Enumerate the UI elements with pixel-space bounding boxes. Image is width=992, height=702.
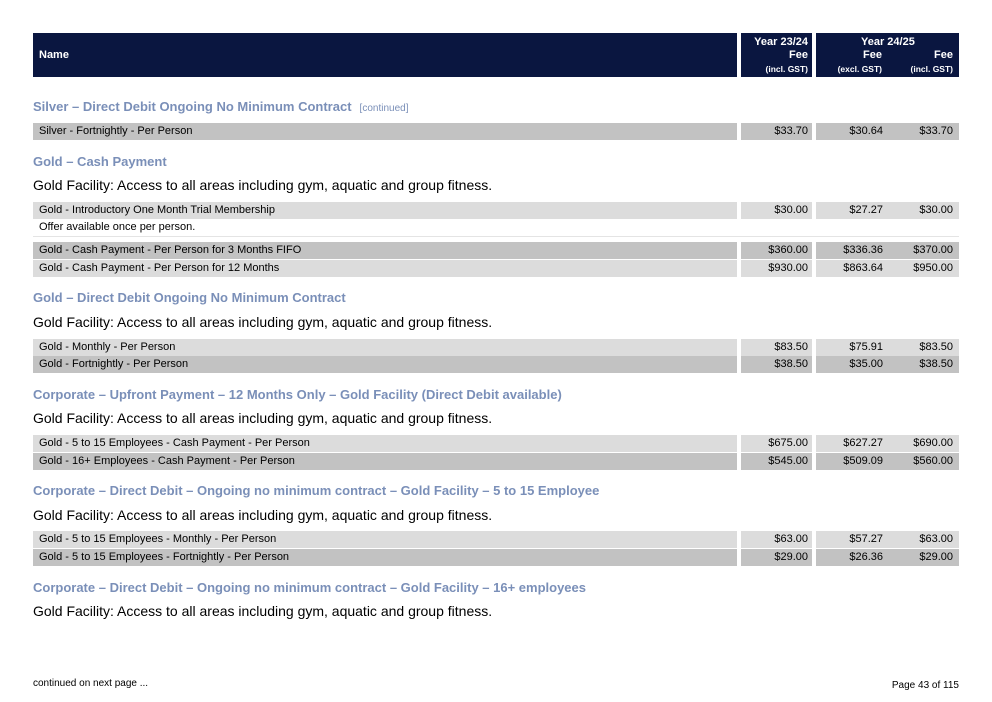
row-fee-2425-excl: $30.64 [816, 123, 887, 140]
table-row [33, 531, 959, 548]
header-col1-fee: Fee [789, 49, 808, 61]
row-fee-2324: $930.00 [741, 260, 812, 277]
header-col3-sub: (incl. GST) [910, 64, 953, 74]
section-description: Gold Facility: Access to all areas including gym, aquatic and group fitness. [33, 603, 493, 619]
header-name: Name [39, 49, 69, 61]
row-note [33, 219, 959, 237]
row-fee-2425-excl: $627.27 [816, 435, 887, 452]
section-description: Gold Facility: Access to all areas including gym, aquatic and group fitness. [33, 177, 493, 193]
table-row [33, 260, 959, 277]
row-fee-2324: $83.50 [741, 339, 812, 356]
row-fee-2324: $675.00 [741, 435, 812, 452]
row-fee-2324: $38.50 [741, 356, 812, 373]
table-row [33, 123, 959, 140]
row-name: Gold - Cash Payment - Per Person for 12 Months [33, 260, 737, 277]
row-name: Gold - Monthly - Per Person [33, 339, 737, 356]
row-fee-2324: $360.00 [741, 242, 812, 259]
table-row [33, 435, 959, 452]
section-title-text: Silver – Direct Debit Ongoing No Minimum Contract [33, 99, 352, 114]
section-description: Gold Facility: Access to all areas including gym, aquatic and group fitness. [33, 410, 493, 426]
table-row [33, 242, 959, 259]
continued-label: [continued] [359, 103, 409, 114]
header-year1-cell [741, 33, 812, 77]
row-fee-2324: $63.00 [741, 531, 812, 548]
row-fee-2425-excl: $35.00 [816, 356, 887, 373]
row-fee-2425-incl: $560.00 [887, 453, 959, 470]
section-title: Gold – Cash Payment [33, 154, 167, 169]
row-fee-2425-incl: $83.50 [887, 339, 959, 356]
row-fee-2324: $545.00 [741, 453, 812, 470]
header-col2-fee: Fee [863, 49, 882, 61]
row-name: Gold - 5 to 15 Employees - Monthly - Per Person [33, 531, 737, 548]
row-name: Gold - Cash Payment - Per Person for 3 Months FIFO [33, 242, 737, 259]
row-fee-2425-incl: $38.50 [887, 356, 959, 373]
row-fee-2425-incl: $950.00 [887, 260, 959, 277]
table-row [33, 356, 959, 373]
row-fee-2324: $29.00 [741, 549, 812, 566]
section-title: Gold – Direct Debit Ongoing No Minimum Contract [33, 290, 346, 305]
continued-note: continued on next page ... [33, 678, 149, 689]
row-name: Gold - 5 to 15 Employees - Fortnightly - Per Person [33, 549, 737, 566]
row-name: Silver - Fortnightly - Per Person [33, 123, 737, 140]
section-title: Corporate – Direct Debit – Ongoing no minimum contract – Gold Facility – 16+ employees [33, 580, 586, 595]
row-fee-2425-incl: $33.70 [887, 123, 959, 140]
header-year2-cell [816, 33, 959, 77]
row-name: Gold - Introductory One Month Trial Membership [33, 202, 737, 219]
section-title: Corporate – Upfront Payment – 12 Months Only – Gold Facility (Direct Debit available) [33, 387, 562, 402]
row-fee-2425-incl: $690.00 [887, 435, 959, 452]
row-fee-2425-excl: $27.27 [816, 202, 887, 219]
header-col2-sub: (excl. GST) [837, 64, 882, 74]
table-row [33, 339, 959, 356]
section-title: Corporate – Direct Debit – Ongoing no minimum contract – Gold Facility – 5 to 15 Employee [33, 483, 600, 498]
row-name: Gold - 16+ Employees - Cash Payment - Per Person [33, 453, 737, 470]
row-fee-2425-excl: $336.36 [816, 242, 887, 259]
table-header [33, 33, 959, 77]
header-year2: Year 24/25 [861, 36, 915, 48]
row-fee-2425-excl: $57.27 [816, 531, 887, 548]
row-fee-2425-excl: $509.09 [816, 453, 887, 470]
row-fee-2425-incl: $29.00 [887, 549, 959, 566]
section-description: Gold Facility: Access to all areas including gym, aquatic and group fitness. [33, 314, 493, 330]
page-number: Page 43 of 115 [891, 680, 959, 691]
table-row [33, 202, 959, 219]
row-fee-2425-excl: $75.91 [816, 339, 887, 356]
section-description: Gold Facility: Access to all areas including gym, aquatic and group fitness. [33, 507, 493, 523]
row-fee-2425-excl: $863.64 [816, 260, 887, 277]
header-col3-fee: Fee [934, 49, 953, 61]
row-fee-2324: $30.00 [741, 202, 812, 219]
row-fee-2324: $33.70 [741, 123, 812, 140]
section-title [33, 99, 408, 114]
row-name: Gold - 5 to 15 Employees - Cash Payment - Per Person [33, 435, 737, 452]
row-fee-2425-incl: $370.00 [887, 242, 959, 259]
row-fee-2425-incl: $30.00 [887, 202, 959, 219]
row-name: Gold - Fortnightly - Per Person [33, 356, 737, 373]
header-name-cell [33, 33, 737, 77]
header-col1-sub: (incl. GST) [765, 64, 808, 74]
row-fee-2425-excl: $26.36 [816, 549, 887, 566]
row-fee-2425-incl: $63.00 [887, 531, 959, 548]
row-note-text: Offer available once per person. [39, 221, 196, 233]
table-row [33, 453, 959, 470]
table-row [33, 549, 959, 566]
header-year1: Year 23/24 [754, 36, 808, 48]
